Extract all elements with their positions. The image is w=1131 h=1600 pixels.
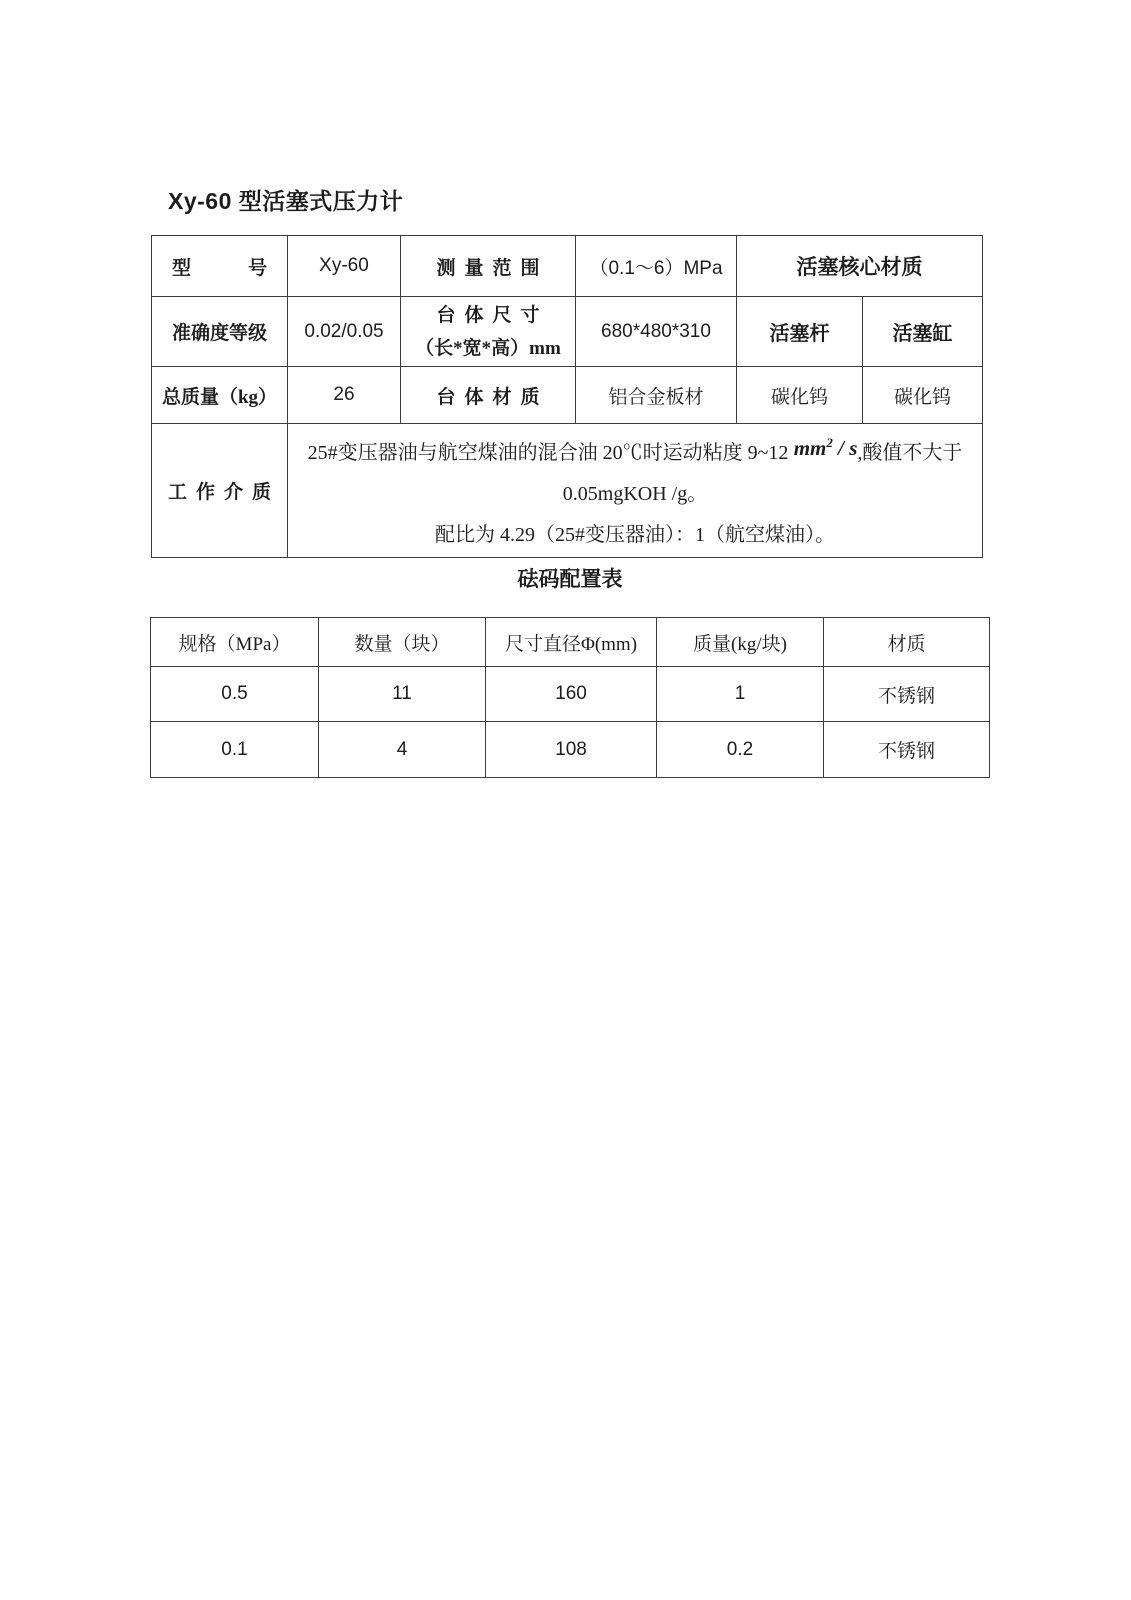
medium-line2: 0.05mgKOH /g。 — [562, 482, 708, 505]
cell-diameter — [486, 667, 657, 722]
header-spec: 规格（MPa） — [178, 633, 291, 655]
size-label-cell — [401, 297, 576, 367]
model-label: 型 号 — [171, 257, 267, 279]
cell-material — [824, 722, 990, 778]
cell-material — [824, 667, 990, 722]
formula-post: / s — [832, 435, 858, 460]
header-material-cell — [824, 618, 990, 667]
value-diameter: 160 — [555, 683, 587, 704]
formula-sup: 2 — [826, 434, 833, 450]
body-material-value: 铝合金板材 — [608, 386, 704, 408]
size-value: 680*480*310 — [601, 320, 711, 342]
accuracy-value-cell — [288, 297, 401, 367]
value-quantity: 11 — [392, 683, 412, 704]
piston-rod-header-cell — [737, 297, 863, 367]
header-mass-cell — [657, 618, 824, 667]
medium-label: 工作介质 — [167, 482, 280, 503]
medium-line1-pre: 25#变压器油与航空煤油的混合油 20℃时运动粘度 9~12 — [307, 441, 789, 464]
value-mass: 0.2 — [726, 738, 754, 760]
medium-line3: 配比为 4.29（25#变压器油）：1（航空煤油）。 — [435, 523, 835, 546]
table-row — [151, 667, 990, 722]
value-diameter: 108 — [555, 738, 587, 760]
weight-table-title: 砝码配置表 — [517, 567, 623, 591]
model-value: Xy-60 — [319, 255, 369, 276]
medium-line1-post: ,酸值不大于 — [857, 441, 963, 464]
range-value-cell — [576, 236, 737, 297]
accuracy-label-cell — [152, 297, 288, 367]
cylinder-material-cell — [863, 367, 983, 424]
piston-cylinder-header-cell — [863, 297, 983, 367]
medium-label-cell — [152, 424, 288, 558]
size-value-cell — [576, 297, 737, 367]
rod-material-cell — [737, 367, 863, 424]
formula-base: mm — [793, 435, 827, 460]
header-diameter-cell — [486, 618, 657, 667]
value-quantity: 4 — [396, 738, 408, 760]
model-value-cell — [288, 236, 401, 297]
value-material: 不锈钢 — [877, 741, 935, 762]
cell-spec — [151, 722, 319, 778]
body-material-value-cell — [576, 367, 737, 424]
size-label-line1: 台体尺寸 — [436, 304, 549, 326]
accuracy-label: 准确度等级 — [171, 323, 267, 344]
mass-label-cell — [152, 367, 288, 424]
cell-quantity — [319, 667, 486, 722]
cylinder-material-value: 碳化钨 — [893, 386, 951, 408]
piston-rod-label: 活塞杆 — [769, 323, 830, 345]
spec-row-medium — [152, 424, 983, 558]
weight-table — [150, 617, 990, 778]
medium-description-cell — [288, 424, 983, 558]
spec-row-model — [152, 236, 983, 297]
medium-line1 — [288, 426, 982, 474]
cell-mass — [657, 667, 824, 722]
body-material-label: 台体材质 — [436, 386, 549, 408]
range-value: （0.1～6）MPa — [589, 257, 723, 279]
header-diameter: 尺寸直径Φ(mm) — [504, 633, 638, 655]
range-label-cell — [401, 236, 576, 297]
mass-value: 26 — [333, 384, 355, 405]
body-material-label-cell — [401, 367, 576, 424]
cell-mass — [657, 722, 824, 778]
core-material-header-cell — [737, 236, 983, 297]
table-row — [151, 722, 990, 778]
value-spec: 0.5 — [221, 683, 248, 704]
weight-table-header-row — [151, 618, 990, 667]
model-label-cell — [152, 236, 288, 297]
cell-quantity — [319, 722, 486, 778]
header-quantity-cell — [319, 618, 486, 667]
viscosity-formula — [788, 436, 857, 460]
mass-value-cell — [288, 367, 401, 424]
spec-row-accuracy — [152, 297, 983, 367]
spec-row-mass — [152, 367, 983, 424]
rod-material-value: 碳化钨 — [770, 386, 828, 408]
core-material-label: 活塞核心材质 — [796, 256, 923, 279]
range-label: 测量范围 — [436, 257, 549, 279]
spec-table — [151, 235, 983, 558]
size-label-line2: （长*宽*高）mm — [415, 337, 561, 359]
header-mass: 质量(kg/块) — [693, 633, 787, 655]
header-quantity: 数量（块） — [354, 633, 450, 655]
cell-spec — [151, 667, 319, 722]
piston-cylinder-label: 活塞缸 — [892, 323, 953, 345]
document-title: Xy-60 型活塞式压力计 — [168, 188, 404, 214]
header-spec-cell — [151, 618, 319, 667]
value-spec: 0.1 — [221, 738, 248, 760]
value-mass: 1 — [734, 683, 746, 704]
value-material: 不锈钢 — [877, 685, 935, 707]
accuracy-value: 0.02/0.05 — [304, 320, 384, 342]
cell-diameter — [486, 722, 657, 778]
mass-label: 总质量（kg） — [161, 386, 278, 408]
header-material: 材质 — [887, 633, 926, 655]
